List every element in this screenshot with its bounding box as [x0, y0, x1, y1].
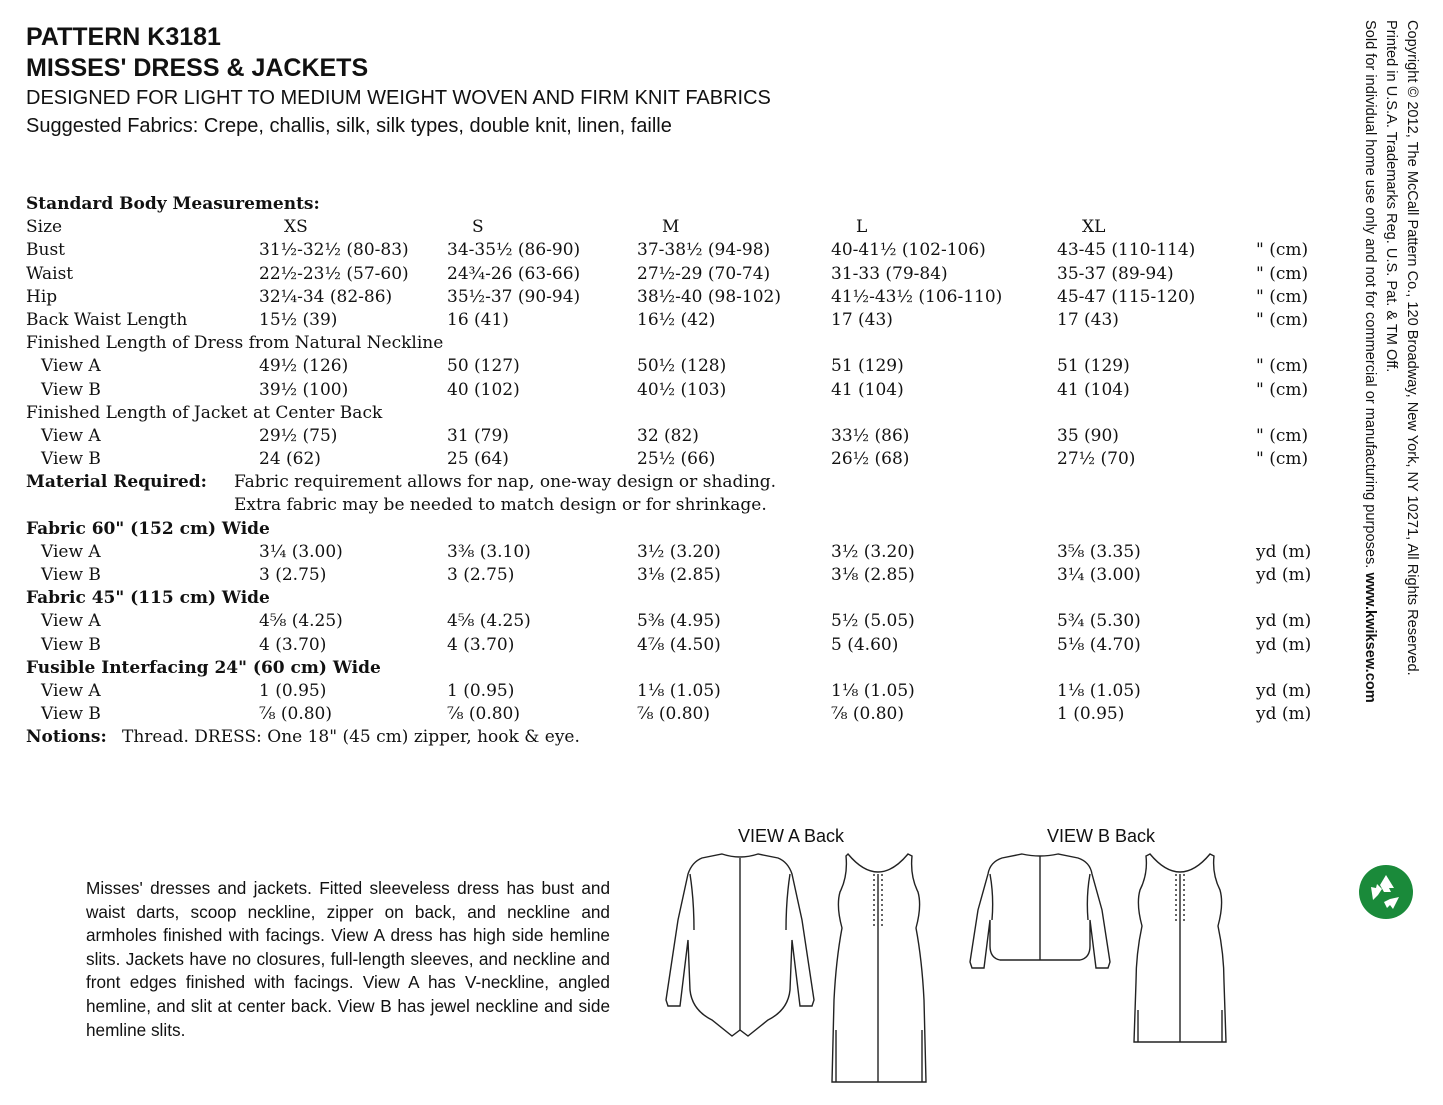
cell: 16 (41): [447, 309, 509, 330]
cell: 31-33 (79-84): [831, 263, 948, 284]
cell: 1 (0.95): [1057, 704, 1125, 725]
cell: 3½ (3.20): [637, 541, 721, 562]
table-row-waist: [26, 263, 1336, 286]
cell: 40-41½ (102-106): [831, 240, 986, 261]
cell: 3⅜ (3.10): [447, 541, 531, 562]
material-label: Material Required:: [26, 472, 207, 493]
recycle-icon: [1358, 864, 1414, 920]
cell: ⅞ (0.80): [637, 704, 710, 725]
cell: ⅞ (0.80): [831, 704, 904, 725]
table-row-fabric45-b: [26, 634, 1336, 657]
cell: 5 (4.60): [831, 634, 899, 655]
table-row-jacket-a: [26, 425, 1336, 448]
material-line1: Fabric requirement allows for nap, one-way design or shading.: [234, 472, 777, 493]
copyright-sidebar: [1350, 20, 1430, 860]
view-b-title: VIEW B Back: [1047, 826, 1156, 846]
cell: 1⅛ (1.05): [831, 680, 915, 701]
suggested-fabrics: Suggested Fabrics: Crepe, challis, silk, silk types, double knit, linen, faille: [26, 115, 672, 137]
row-label: View B: [41, 704, 101, 725]
cell: 35 (90): [1057, 425, 1119, 446]
pattern-title: MISSES' DRESS & JACKETS: [26, 54, 369, 82]
table-row-jacket-b: [26, 448, 1336, 471]
unit: yd (m): [1256, 611, 1312, 632]
unit: yd (m): [1256, 565, 1312, 585]
size-xl: XL: [1082, 217, 1106, 238]
cell: 29½ (75): [259, 425, 338, 446]
cell: 50 (127): [447, 356, 520, 377]
cell: 43-45 (110-114): [1057, 240, 1196, 261]
cell: 3¼ (3.00): [259, 541, 343, 562]
jacket-length-heading: Finished Length of Jacket at Center Back: [26, 402, 383, 423]
unit: " (cm): [1256, 356, 1309, 377]
cell: 26½ (68): [831, 449, 910, 470]
cell: 41 (104): [831, 379, 904, 400]
cell: 39½ (100): [259, 379, 349, 400]
cell: 15½ (39): [259, 309, 338, 330]
unit: " (cm): [1256, 263, 1309, 284]
cell: 27½-29 (70-74): [637, 263, 771, 284]
cell: 25 (64): [447, 449, 509, 470]
notions-row: [26, 726, 1336, 749]
cell: 4 (3.70): [259, 634, 327, 655]
size-header-row: [26, 216, 1336, 239]
cell: 24 (62): [259, 449, 321, 470]
notions-text: Thread. DRESS: One 18" (45 cm) zipper, hook & eye.: [122, 727, 580, 748]
cell: 22½-23½ (57-60): [259, 263, 409, 284]
row-label: View A: [41, 356, 101, 377]
cell: 3⅛ (2.85): [831, 565, 915, 585]
unit: " (cm): [1256, 379, 1309, 400]
cell: ⅞ (0.80): [447, 704, 520, 725]
cell: 3¼ (3.00): [1057, 565, 1141, 585]
cell: 1⅛ (1.05): [1057, 680, 1141, 701]
material-line2: Extra fabric may be needed to match design or for shrinkage.: [234, 495, 767, 516]
row-label: View B: [41, 565, 101, 585]
fusible-heading: Fusible Interfacing 24" (60 cm) Wide: [26, 657, 381, 678]
cell: 50½ (128): [637, 356, 727, 377]
table-row-hip: [26, 286, 1336, 309]
row-label: View B: [41, 634, 101, 655]
table-row-bust: [26, 239, 1336, 262]
size-xs: XS: [284, 217, 308, 238]
view-a-dress-illustration: [826, 850, 931, 1090]
table-row-fabric60-b: [26, 564, 1336, 587]
cell: 33½ (86): [831, 425, 910, 446]
measurements-heading: Standard Body Measurements:: [26, 194, 320, 214]
unit: " (cm): [1256, 449, 1309, 470]
row-label: View A: [41, 541, 101, 562]
cell: 17 (43): [831, 309, 893, 330]
unit: " (cm): [1256, 240, 1309, 261]
cell: 17 (43): [1057, 309, 1119, 330]
cell: 45-47 (115-120): [1057, 286, 1196, 307]
unit: " (cm): [1256, 309, 1309, 330]
material-row: [26, 471, 1336, 494]
cell: 41½-43½ (106-110): [831, 286, 1003, 307]
cell: 35½-37 (90-94): [447, 286, 581, 307]
cell: 5½ (5.05): [831, 611, 915, 632]
row-label: View B: [41, 449, 101, 470]
cell: 3 (2.75): [259, 565, 327, 585]
cell: 5⅜ (4.95): [637, 611, 721, 632]
view-b-dress-illustration: [1130, 850, 1230, 1050]
cell: 1 (0.95): [259, 680, 327, 701]
view-a-title: VIEW A Back: [738, 826, 845, 846]
fabric60-heading: Fabric 60" (152 cm) Wide: [26, 518, 270, 539]
unit: yd (m): [1256, 634, 1312, 655]
cell: 49½ (126): [259, 356, 349, 377]
row-label: Hip: [26, 286, 58, 307]
cell: 32¼-34 (82-86): [259, 286, 393, 307]
cell: 4⅝ (4.25): [259, 611, 343, 632]
table-row-dress-a: [26, 355, 1336, 378]
view-a-jacket-illustration: [650, 850, 830, 1060]
cell: 40½ (103): [637, 379, 727, 400]
size-s: S: [472, 217, 484, 238]
table-row-fabric45-a: [26, 610, 1336, 633]
cell: 25½ (66): [637, 449, 716, 470]
cell: 31 (79): [447, 425, 509, 446]
notions-label: Notions:: [26, 727, 107, 748]
cell: 4 (3.70): [447, 634, 515, 655]
cell: ⅞ (0.80): [259, 704, 332, 725]
cell: 31½-32½ (80-83): [259, 240, 409, 261]
designed-for: DESIGNED FOR LIGHT TO MEDIUM WEIGHT WOVEN AND FIRM KNIT FABRICS: [26, 87, 771, 109]
cell: 38½-40 (98-102): [637, 286, 781, 307]
measurements-table: [26, 193, 1336, 750]
cell: 40 (102): [447, 379, 520, 400]
cell: 51 (129): [1057, 356, 1130, 377]
pattern-description: Misses' dresses and jackets. Fitted sleeveless dress has bust and waist darts, scoop neckline, zipper on back, and neckline and armholes finished with facings. View A dress has high side hemline slits. Jackets have no closures, full-length sleeves, and neckline and front edges finished with facings. View A has V-neckline, angled hemline, and slit at center back. View B has jewel neckline and side hemline slits.: [86, 878, 610, 1040]
size-label: Size: [26, 217, 63, 238]
dress-length-heading: Finished Length of Dress from Natural Neckline: [26, 333, 444, 354]
size-m: M: [662, 217, 680, 238]
unit: " (cm): [1256, 286, 1309, 307]
unit: yd (m): [1256, 541, 1312, 562]
cell: 37-38½ (94-98): [637, 240, 771, 261]
cell: 24¾-26 (63-66): [447, 263, 581, 284]
cell: 34-35½ (86-90): [447, 240, 581, 261]
table-row-fusible-a: [26, 680, 1336, 703]
cell: 35-37 (89-94): [1057, 263, 1174, 284]
cell: 4⅝ (4.25): [447, 611, 531, 632]
cell: 4⅞ (4.50): [637, 634, 721, 655]
cell: 5¾ (5.30): [1057, 611, 1141, 632]
row-label: Waist: [26, 263, 74, 284]
row-label: Back Waist Length: [26, 309, 188, 330]
cell: 32 (82): [637, 425, 699, 446]
cell: 3⅛ (2.85): [637, 565, 721, 585]
row-label: View A: [41, 611, 101, 632]
cell: 51 (129): [831, 356, 904, 377]
unit: yd (m): [1256, 680, 1312, 701]
cell: 5⅛ (4.70): [1057, 634, 1141, 655]
table-row-back-waist: [26, 309, 1336, 332]
cell: 3½ (3.20): [831, 541, 915, 562]
fabric45-heading: Fabric 45" (115 cm) Wide: [26, 588, 270, 609]
cell: 41 (104): [1057, 379, 1130, 400]
row-label: View A: [41, 680, 101, 701]
website-link[interactable]: www.kwiksew.com: [1362, 572, 1378, 703]
view-b-jacket-illustration: [950, 850, 1130, 990]
row-label: View A: [41, 425, 101, 446]
row-label: View B: [41, 379, 101, 400]
table-row-fusible-b: [26, 703, 1336, 726]
copyright-line: Copyright © 2012, The McCall Pattern Co., 120 Broadway, New York, NY 10271, All Rights Reserved.: [1404, 20, 1420, 676]
pattern-number: PATTERN K3181: [26, 23, 221, 51]
table-row-dress-b: [26, 379, 1336, 402]
usage-text: Sold for individual home use only and not for commercial or manufacturing purposes.: [1362, 20, 1378, 569]
cell: 27½ (70): [1057, 449, 1136, 470]
cell: 16½ (42): [637, 309, 716, 330]
cell: 1 (0.95): [447, 680, 515, 701]
row-label: Bust: [26, 240, 65, 261]
unit: " (cm): [1256, 425, 1309, 446]
usage-line: [1359, 20, 1380, 860]
size-l: L: [856, 217, 868, 238]
cell: 3⅝ (3.35): [1057, 541, 1141, 562]
cell: 3 (2.75): [447, 565, 515, 585]
table-row-fabric60-a: [26, 541, 1336, 564]
trademark-line: Printed in U.S.A. Trademarks Reg. U.S. Pat. & TM Off.: [1383, 20, 1399, 373]
unit: yd (m): [1256, 704, 1312, 725]
cell: 1⅛ (1.05): [637, 680, 721, 701]
header: [26, 22, 771, 140]
